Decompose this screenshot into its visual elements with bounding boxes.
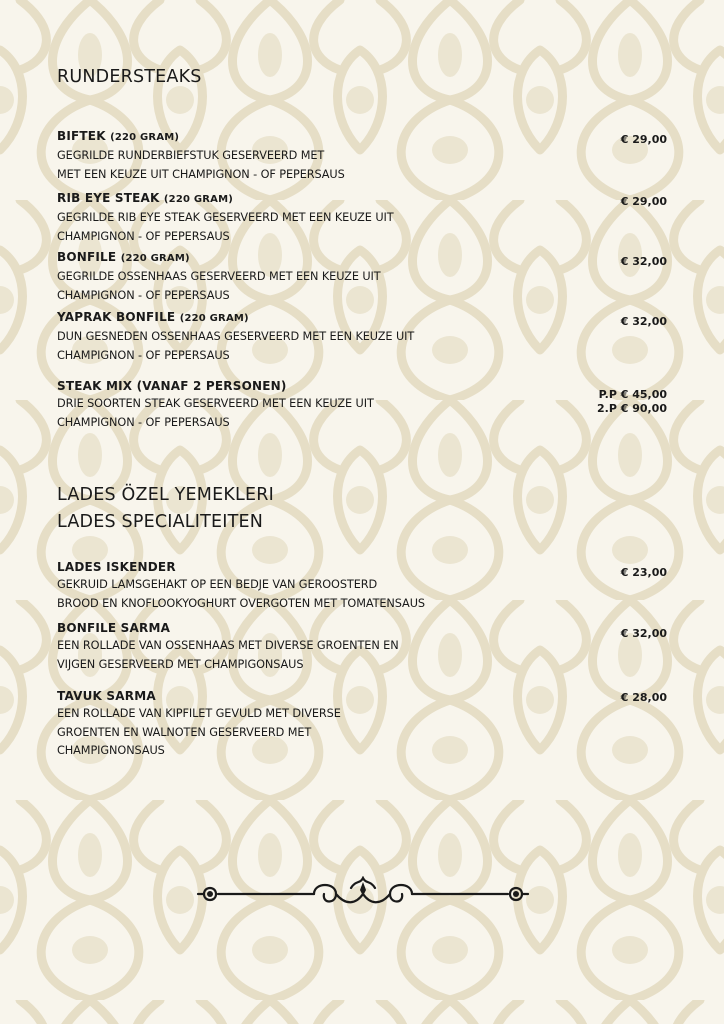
item-description: CHAMPIGNON - OF PEPERSAUS [57,229,230,243]
item-price: € 29,00 [620,195,667,208]
item-price: € 29,00 [620,133,667,146]
item-description: GEGRILDE RUNDERBIEFSTUK GESERVEERD MET [57,149,325,162]
item-weight: (220 GRAM) [110,132,180,143]
item-name: RIB EYE STEAK [57,191,160,205]
item-description: CHAMPIGNONSAUS [57,744,165,757]
menu-item-tavuk-sarma [57,687,657,761]
item-description: BROOD EN KNOFLOOKYOGHURT OVERGOTEN MET TOMATENSAUS [57,596,425,610]
menu-item-steak-mix [57,377,657,432]
item-name: LADES ISKENDER [57,560,176,574]
item-description: EEN ROLLADE VAN KIPFILET GEVULD MET DIVERSE [57,707,341,720]
section-title-line: LADES SPECIALITEITEN [57,512,264,532]
item-description: GEKRUID LAMSGEHAKT OP EEN BEDJE VAN GEROOSTERD [57,578,378,591]
item-price: € 32,00 [620,627,667,640]
item-description: CHAMPIGNON - OF PEPERSAUS [57,348,230,362]
item-description: MET EEN KEUZE UIT CHAMPIGNON - OF PEPERSAUS [57,167,345,181]
item-price: € 23,00 [620,566,667,579]
item-price: € 28,00 [620,691,667,704]
item-description: DUN GESNEDEN OSSENHAAS GESERVEERD MET EEN KEUZE UIT [57,330,415,343]
ornamental-divider [196,876,530,916]
item-weight: (220 GRAM) [163,194,234,205]
menu-item-bonfile-sarma [57,619,657,674]
item-weight: (220 GRAM) [179,313,249,324]
price-two-persons: 2.P € 90,00 [596,402,667,415]
item-description: EEN ROLLADE VAN OSSENHAAS MET DIVERSE GROENTEN EN [57,639,399,652]
item-description: GEGRILDE OSSENHAAS GESERVEERD MET EEN KEUZE UIT [57,270,381,283]
menu-item-bonfile [57,248,657,305]
item-name: BIFTEK [57,129,106,143]
item-price-steak-mix [597,388,667,416]
item-price: € 32,00 [620,255,667,268]
menu-item-biftek [57,127,657,184]
menu-item-yaprak-bonfile [57,308,657,365]
item-name: TAVUK SARMA [57,689,156,703]
section-title-lades-specials [57,482,274,536]
item-name: STEAK MIX (VANAF 2 PERSONEN) [57,379,287,393]
price-per-person: P.P € 45,00 [598,388,667,401]
item-description: DRIE SOORTEN STEAK GESERVEERD MET EEN KEUZE UIT [57,397,374,410]
menu-item-lades-iskender [57,558,657,613]
item-description: CHAMPIGNON - OF PEPERSAUS [57,415,230,429]
section-title-rundersteaks: RUNDERSTEAKS [57,67,202,87]
item-description: VIJGEN GESERVEERD MET CHAMPIGONSAUS [57,657,304,671]
item-description: CHAMPIGNON - OF PEPERSAUS [57,288,230,302]
item-weight: (220 GRAM) [120,253,190,264]
item-name: BONFILE SARMA [57,621,171,635]
menu-item-rib-eye-steak [57,189,657,246]
section-title-line: LADES ÖZEL YEMEKLERI [57,485,274,505]
item-description: GEGRILDE RIB EYE STEAK GESERVEERD MET EEN KEUZE UIT [57,211,394,224]
item-name: YAPRAK BONFILE [57,310,176,324]
item-price: € 32,00 [620,315,667,328]
item-name: BONFILE [57,250,117,264]
item-description: GROENTEN EN WALNOTEN GESERVEERD MET [57,725,312,739]
